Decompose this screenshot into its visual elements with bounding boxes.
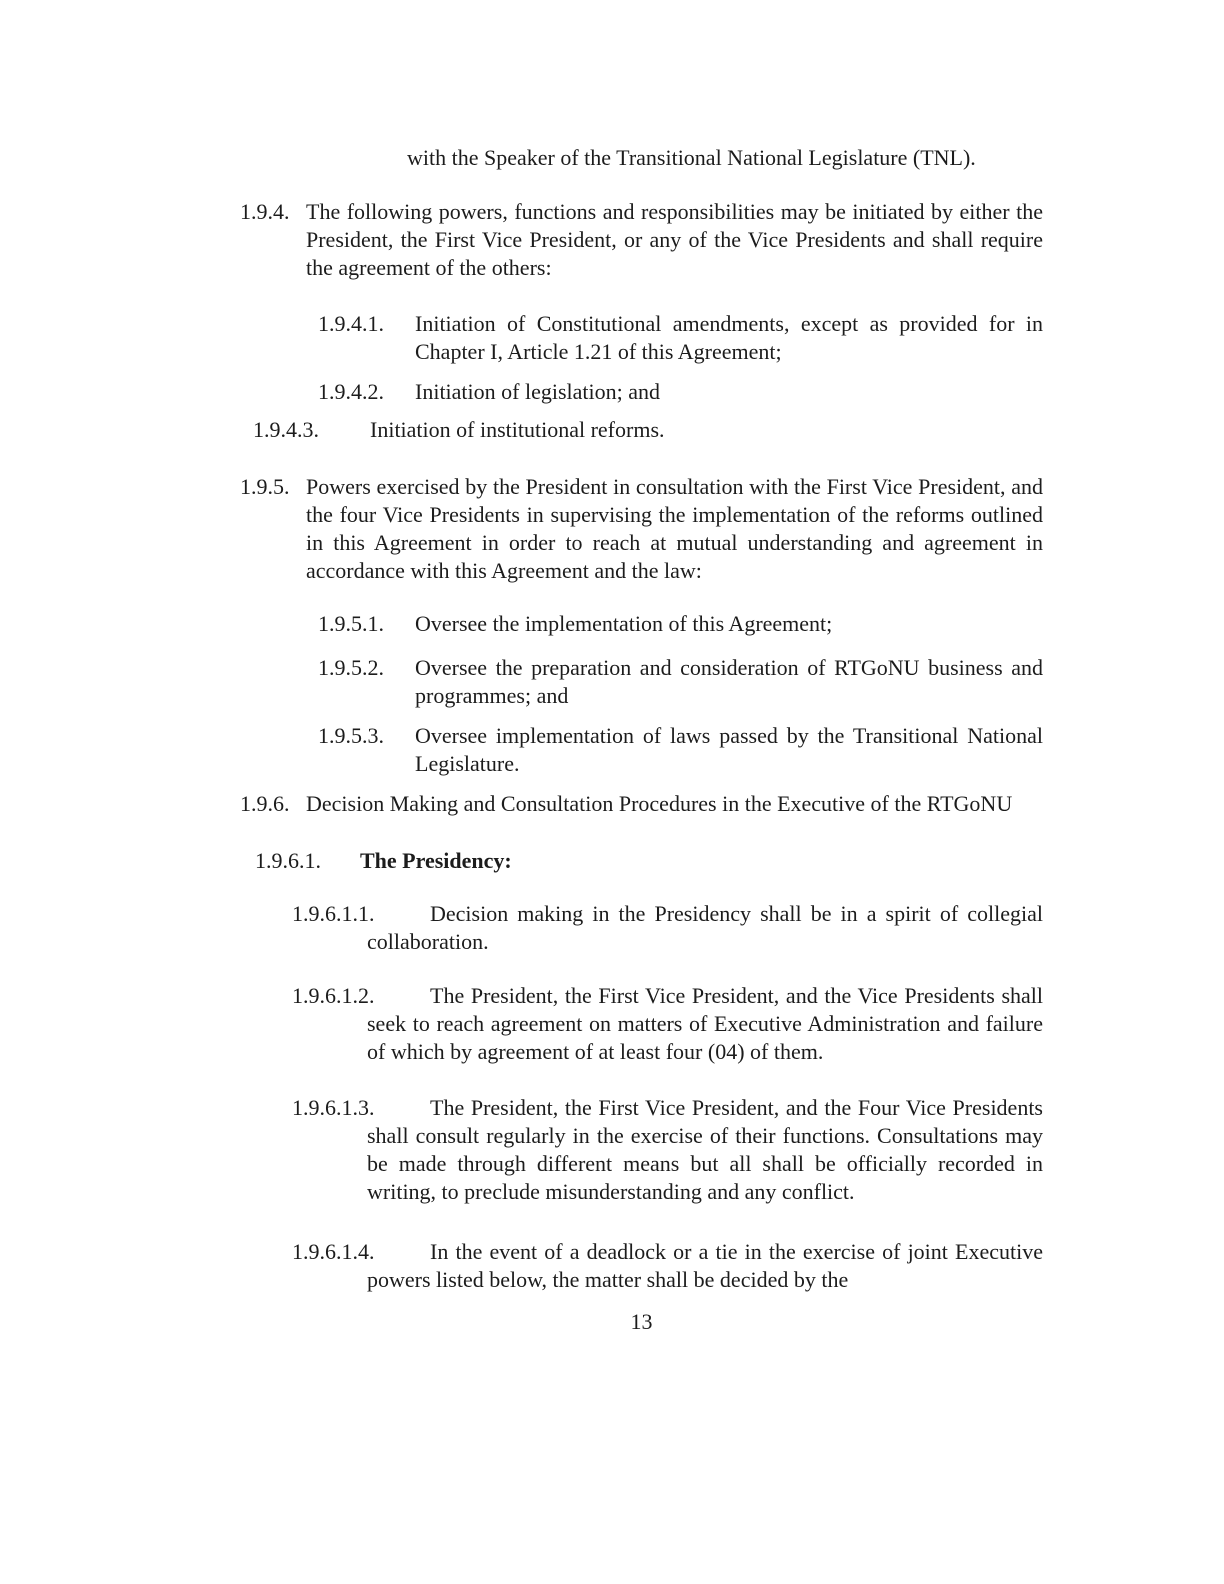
clause-1-9-6-1-2 [240, 982, 1043, 1066]
clause-heading-text: The Presidency: [360, 848, 512, 873]
clause-1-9-6-1-4 [240, 1238, 1043, 1294]
clause-number: 1.9.4.2. [318, 379, 384, 404]
clause-1-9-5-3 [240, 722, 1043, 778]
clause-text: with the Speaker of the Transitional National Legislature (TNL). [407, 145, 976, 170]
clause-number: 1.9.5.1. [318, 611, 384, 636]
clause-text: Oversee the implementation of this Agreement; [415, 611, 833, 636]
clause-text: The following powers, functions and responsibilities may be initiated by either the President, the First Vice President, or any of the Vice Presidents and shall require the agreement of the others: [306, 199, 1043, 280]
clause-number: 1.9.4. [240, 199, 290, 224]
clause-number: 1.9.6.1.4. [292, 1239, 375, 1264]
clause-text: Oversee the preparation and consideration of RTGoNU business and programmes; and [415, 655, 1043, 708]
clause-text: Decision Making and Consultation Procedures in the Executive of the RTGoNU [306, 791, 1013, 816]
clause-text: The President, the First Vice President, and the Vice Presidents shall seek to reach agreement on matters of Executive Administration and failure of which by agreement of at least four (04) of them. [367, 983, 1043, 1064]
clause-number: 1.9.4.1. [318, 311, 384, 336]
clause-number: 1.9.5.3. [318, 723, 384, 748]
clause-number: 1.9.6. [240, 791, 290, 816]
clause-1-9-4-2 [240, 378, 1043, 406]
clause-1-9-6-1-3 [240, 1094, 1043, 1206]
clause-text: In the event of a deadlock or a tie in the exercise of joint Executive powers listed below, the matter shall be decided by the [367, 1239, 1043, 1292]
clause-1-9-4-1 [240, 310, 1043, 366]
clause-text: Initiation of institutional reforms. [370, 417, 665, 442]
clause-text: The President, the First Vice President, and the Four Vice Presidents shall consult regularly in the exercise of their functions. Consultations may be made through different means but all shall be officially recorded in writing, to preclude misunderstanding and any conflict. [367, 1095, 1043, 1204]
clause-text: Initiation of legislation; and [415, 379, 661, 404]
clause-number: 1.9.6.1. [255, 848, 321, 873]
clause-1-9-5-1 [240, 610, 1043, 638]
clause-text: Oversee implementation of laws passed by the Transitional National Legislature. [415, 723, 1043, 776]
page-number: 13 [630, 1309, 653, 1334]
clause-1-9-6-1-1 [240, 900, 1043, 956]
clause-1-9-5 [240, 473, 1043, 585]
clause-text: Decision making in the Presidency shall be in a spirit of collegial collaboration. [367, 901, 1043, 954]
clause-number: 1.9.4.3. [253, 417, 319, 442]
clause-number: 1.9.6.1.2. [292, 983, 375, 1008]
clause-number: 1.9.6.1.3. [292, 1095, 375, 1120]
clause-text: Powers exercised by the President in consultation with the First Vice President, and the four Vice Presidents in supervising the implementation of the reforms outlined in this Agreement in order to reach at mutual understanding and agreement in accordance with this Agreement and the law: [306, 474, 1043, 583]
clause-number: 1.9.6.1.1. [292, 901, 375, 926]
clause-1-9-6 [240, 790, 1043, 818]
clause-1-9-4-3 [240, 416, 1043, 444]
clause-1-9-3-continuation [240, 144, 1043, 172]
clause-number: 1.9.5.2. [318, 655, 384, 680]
clause-1-9-4 [240, 198, 1043, 282]
text-block [240, 0, 1043, 1336]
clause-1-9-6-1-heading [240, 847, 1043, 875]
clause-text: Initiation of Constitutional amendments, except as provided for in Chapter I, Article 1.21 of this Agreement; [415, 311, 1043, 364]
clause-1-9-5-2 [240, 654, 1043, 710]
clause-number: 1.9.5. [240, 474, 290, 499]
